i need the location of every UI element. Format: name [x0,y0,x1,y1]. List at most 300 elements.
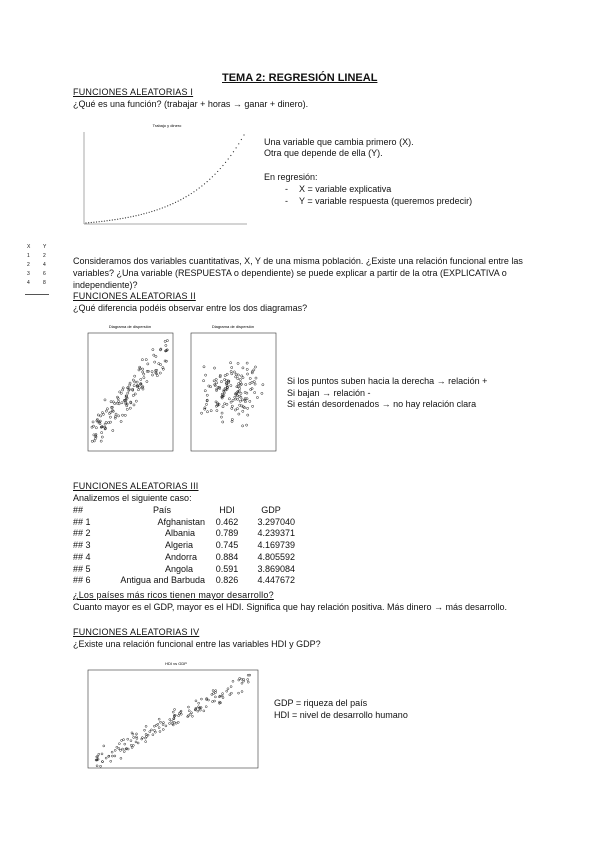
scatter-point [230,692,232,694]
scatter-point [241,691,243,693]
table-cell: Angola [165,563,194,574]
scatter-point [210,410,212,412]
scatter-point [216,410,218,412]
scatter-point [101,432,103,434]
scatter-point [134,393,136,395]
curve-point [170,204,171,205]
scatter-point [151,371,153,373]
scatter-point [224,403,226,405]
scatter-point [100,415,102,417]
scatter-point [219,376,221,378]
scatter-point [124,743,126,745]
scatter-point [142,368,144,370]
scatter-point [114,402,116,404]
scatter-point [228,381,230,383]
scatter-point [187,706,189,708]
scatter-point [253,381,255,383]
scatter-point [105,421,107,423]
curve-point [128,217,129,218]
scatter-point [247,679,249,681]
scatter-point [130,740,132,742]
scatter-point [151,374,153,376]
curve-point [243,134,244,135]
curve-point [117,219,118,220]
bullet-marker: - [285,196,288,206]
scatter-point [220,416,222,418]
table-cell: 4.447672 [257,575,295,586]
scatter-point [247,681,249,683]
scatter-point [245,383,247,385]
table-cell: 0.462 [215,516,239,527]
table-header: País [152,505,171,515]
scatter-point [135,733,137,735]
scatter-point [204,374,206,376]
curve-point [207,181,208,182]
scatter-point [166,339,168,341]
scatter-point [97,414,99,416]
scatter-point [118,748,120,750]
scatter-point [199,709,201,711]
scatter-point [98,753,100,755]
scatter-point [95,427,97,429]
scatter-point [236,408,238,410]
side-cell: 1 [27,253,30,259]
scatter-point [159,731,161,733]
scatter-point [189,713,191,715]
side-table-rule [25,294,49,295]
scatter-point [242,425,244,427]
scatter-point [242,410,244,412]
scatter-point [119,391,121,393]
scatter-point [155,372,157,374]
scatter-point [233,371,235,373]
table-cell: 3.297040 [257,516,295,527]
table-cell: 4.805592 [257,551,295,562]
scatter-point [154,361,156,363]
bullet-x [285,184,391,194]
section-4-question: ¿Existe una relación funcional entre las variables HDI y GDP? [73,639,321,649]
side-cell: 2 [43,253,46,259]
curve-point [214,174,215,175]
table-row [73,552,295,564]
scatter-point [162,729,164,731]
scatter-point [224,374,226,376]
scatter-point [126,408,128,410]
side-xy-table [27,243,53,288]
section-3-heading: FUNCIONES ALEATORIAS III [73,481,199,491]
curve-point [96,221,97,222]
scatter-point [245,424,247,426]
scatter-point [147,363,149,365]
scatter-point [222,693,224,695]
scatter-point [165,725,167,727]
scatter-point [213,380,215,382]
curve-point [99,221,100,222]
curve-point [191,193,192,194]
plot-axes [84,132,247,224]
scatter-point [204,390,206,392]
scatter-point [134,375,136,377]
scatter-point [249,400,251,402]
table-cell: 4.169739 [257,540,295,551]
scatter-point [156,375,158,377]
scatter-point [203,366,205,368]
curve-point [220,168,221,169]
table-cell: 3.869084 [257,563,295,574]
curve-point [109,220,110,221]
curve-point [180,199,181,200]
scatter-point [215,378,217,380]
scatter-point [239,387,241,389]
scatter-point [230,385,232,387]
curve-point [183,198,184,199]
curve-point [133,216,134,217]
scatter-point [169,719,171,721]
scatter-point [178,715,180,717]
scatter-point [239,400,241,402]
side-cell: 3 [27,271,30,277]
scatter-point [237,378,239,380]
scatter-point [137,742,139,744]
scatter-point [141,359,143,361]
table-cell: Andorra [165,551,198,562]
scatter-point [254,383,256,385]
curve-point [212,176,213,177]
note-positive: Si los puntos suben hacia la derecha → relación + [287,376,488,386]
scatter-positive-plot [80,321,176,463]
curve-point [138,214,139,215]
scatter-point [105,410,107,412]
scatter-point [195,700,197,702]
paragraph-line-3: independiente)? [73,280,138,290]
paragraph-line-1: Consideramos dos variables cuantitativas, X, Y de una misma población. ¿Existe una relación funcional entre las [73,256,523,266]
scatter-point [110,760,112,762]
scatter-point [159,721,161,723]
scatter-point [121,402,123,404]
curve-point [101,221,102,222]
scatter-point [232,399,234,401]
table-header: HDI [219,505,235,515]
plot-title: Diagrama de dispersión [211,324,255,329]
scatter-point [100,440,102,442]
bullet-y-text: Y = variable respuesta (queremos predecir) [299,196,473,206]
side-cell: Y [43,244,47,250]
side-cell: X [27,244,31,250]
scatter-point [212,690,214,692]
scatter-point [174,708,176,710]
scatter-point [130,744,132,746]
scatter-point [262,384,264,386]
scatter-point [144,729,146,731]
curve-points [85,134,244,223]
scatter-point [255,377,257,379]
curve-point [172,203,173,204]
hdi-gdp-plot [78,657,268,782]
scatter-point [158,727,160,729]
curve-point [151,211,152,212]
scatter-point [132,379,134,381]
scatter-point [146,380,148,382]
scatter-point [235,376,237,378]
table-row [73,564,295,576]
paragraph-line-2: variables? ¿Una variable (RESPUESTA o dependiente) se puede explicar a partir de la otra (EXPLICATIVA o [73,268,507,278]
scatter-point [127,738,129,740]
scatter-point [171,720,173,722]
scatter-point [251,405,253,407]
scatter-point [145,359,147,361]
scatter-point [235,373,237,375]
curve-point [164,206,165,207]
scatter-point [100,765,102,767]
scatter-point [153,729,155,731]
scatter-point [162,724,164,726]
scatter-point [96,765,98,767]
scatter-point [239,378,241,380]
scatter-point [132,744,134,746]
bullet-y [285,196,472,206]
scatter-point [138,387,140,389]
scatter-point [239,677,241,679]
scatter-point [206,394,208,396]
scatter-point [230,370,232,372]
scatter-point [101,753,103,755]
scatter-point [123,739,125,741]
section-3-answer: Cuanto mayor es el GDP, mayor es el HDI. Significa que hay relación positiva. Más dinero → más desarrollo. [73,602,508,612]
scatter-point [145,741,147,743]
scatter-point [157,723,159,725]
scatter-point [197,710,199,712]
table-cell: Antigua and Barbuda [120,575,205,586]
curve-point [149,212,150,213]
page-title: TEMA 2: REGRESIÓN LINEAL [222,72,378,84]
scatter-point [221,412,223,414]
table-header: ## [73,505,84,515]
scatter-point [136,381,138,383]
scatter-point [133,404,135,406]
scatter-point [246,362,248,364]
scatter-point [241,678,243,680]
scatter-point [254,391,256,393]
scatter-point [232,680,234,682]
side-cell: 8 [43,280,46,286]
table-cell: 0.884 [215,551,239,562]
scatter-points [200,362,263,427]
scatter-point [241,375,243,377]
scatter-point [211,693,213,695]
table-cell: ## 3 [73,540,91,551]
table-row [73,528,295,540]
plot-title: Diagrama de dispersión [108,324,152,329]
table-row [73,517,295,529]
scatter-point [121,414,123,416]
scatter-point [123,751,125,753]
table-cell: 0.826 [215,575,239,586]
scatter-point [116,746,118,748]
scatter-point [241,682,243,684]
table-cell: Algeria [165,540,194,551]
table-cell: ## 6 [73,575,91,586]
table-row [73,575,295,587]
scatter-point [133,736,135,738]
scatter-point [254,366,256,368]
scatter-point [146,735,148,737]
scatter-point [112,429,114,431]
curve-point [236,147,237,148]
curve-point [125,217,126,218]
scatter-point [150,729,152,731]
scatter-point [114,749,116,751]
curve-point [93,222,94,223]
note-negative: Si bajan → relación - [287,388,371,398]
scatter-point [249,383,251,385]
curve-point [120,218,121,219]
scatter-point [231,373,233,375]
curve-point [217,171,218,172]
scatter-point [238,413,240,415]
scatter-point [122,748,124,750]
table-cell: ## 4 [73,551,91,562]
curve-point [225,162,226,163]
scatter-point [135,741,137,743]
scatter-point [103,745,105,747]
scatter-point [237,374,239,376]
scatter-point [143,373,145,375]
scatter-point [251,372,253,374]
scatter-point [205,706,207,708]
scatter-point [145,733,147,735]
curve-point [130,216,131,217]
scatter-point [109,416,111,418]
curve-point [204,183,205,184]
scatter-point [204,408,206,410]
bullet-x-text: X = variable explicativa [299,184,392,194]
definition-gdp: GDP = riqueza del país [274,698,368,708]
section-3-question: ¿Los países más ricos tienen mayor desarrollo? [73,590,274,600]
scatter-point [111,751,113,753]
curve-point [146,212,147,213]
scatter-point [165,344,167,346]
table-cell: Albania [165,528,196,539]
scatter-point [212,701,214,703]
scatter-point [127,392,129,394]
table-cell: ## 1 [73,516,91,527]
scatter-point [177,721,179,723]
scatter-point [164,340,166,342]
scatter-point [188,710,190,712]
scatter-point [175,722,177,724]
scatter-point [237,362,239,364]
scatter-point [227,688,229,690]
scatter-point [115,413,117,415]
scatter-point [222,697,224,699]
scatter-point [143,377,145,379]
scatter-point [153,725,155,727]
table-header: GDP [261,505,281,515]
scatter-point [200,698,202,700]
scatter-point [110,401,112,403]
scatter-point [226,403,228,405]
curve-point [241,139,242,140]
definition-hdi: HDI = nivel de desarrollo humano [274,710,408,720]
curve-point [106,220,107,221]
scatter-point [226,690,228,692]
definition-y: Otra que depende de ella (Y). [264,148,383,158]
scatter-random-plot [183,321,279,463]
scatter-point [172,711,174,713]
scatter-point [191,715,193,717]
side-cell: 4 [43,262,46,268]
scatter-point [173,721,175,723]
curve-point [199,187,200,188]
scatter-point [169,722,171,724]
scatter-point [226,373,228,375]
curve-point [88,222,89,223]
curve-point [157,209,158,210]
side-cell: 2 [27,262,30,268]
curve-point [201,185,202,186]
scatter-point [200,412,202,414]
table-row [73,540,295,552]
curve-point [85,222,86,223]
scatter-point [202,380,204,382]
scatter-point [129,407,131,409]
curve-point [112,219,113,220]
curve-point [159,208,160,209]
scatter-point [140,378,142,380]
scatter-point [158,718,160,720]
scatter-point [230,686,232,688]
side-cell: 6 [43,271,46,277]
scatter-point [239,404,241,406]
scatter-point [246,373,248,375]
scatter-point [246,407,248,409]
scatter-point [214,696,216,698]
scatter-point [158,363,160,365]
scatter-point [214,700,216,702]
table-cell: 0.591 [215,563,239,574]
table-header-row [73,505,295,517]
curve-point [209,179,210,180]
curve-point [233,151,234,152]
curve-point [222,165,223,166]
curve-point [196,189,197,190]
scatter-point [119,749,121,751]
scatter-point [253,369,255,371]
curve-point [238,143,239,144]
curve-point [228,158,229,159]
scatter-point [118,743,120,745]
scatter-point [213,367,215,369]
section-2-heading: FUNCIONES ALEATORIAS II [73,291,196,301]
data-table [73,505,295,587]
section-1-question: ¿Qué es una función? (trabajar + horas → ganar + dinero). [73,99,309,109]
curve-point [178,200,179,201]
curve-point [167,205,168,206]
scatter-point [246,368,248,370]
scatter-point [153,354,155,356]
scatter-point [111,755,113,757]
table-cell: Afghanistan [157,516,205,527]
scatter-point [215,389,217,391]
scatter-point [228,398,230,400]
scatter-point [142,371,144,373]
scatter-point [231,407,233,409]
scatter-point [256,396,258,398]
scatter-point [139,366,141,368]
scatter-point [117,415,119,417]
curve-point [143,213,144,214]
scatter-point [231,405,233,407]
